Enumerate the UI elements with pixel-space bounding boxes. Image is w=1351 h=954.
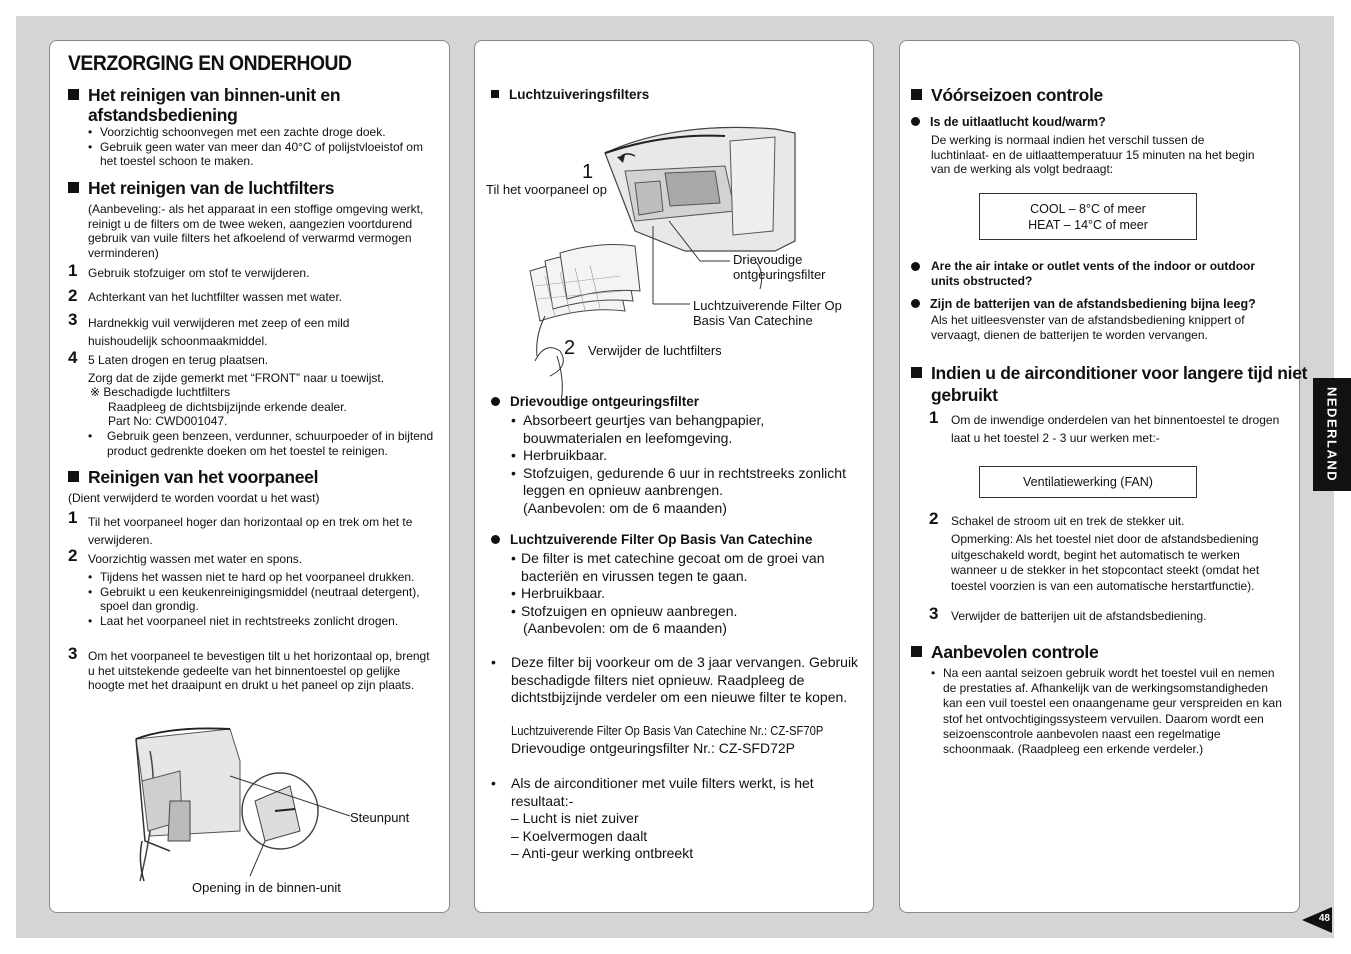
section-heading-unit: Het reinigen van binnen-unit en afstandsbediening bbox=[68, 85, 458, 125]
panel-step-2: Voorzichtig wassen met water en spons. bbox=[88, 552, 303, 566]
long-term-step-1: Om de inwendige onderdelen van het binnentoestel te drogen laat u het toestel 2 - 3 uur werken met:- bbox=[951, 413, 1280, 445]
square-bullet-icon bbox=[911, 89, 922, 100]
panel-left: VERZORGING EN ONDERHOUD Het reinigen van binnen-unit en afstandsbediening • Voorzichtig schoonvegen met een zachte droge doek. • Gebruik geen water van meer dan 40°C of polijstvloeistof om het toestel schoon te maken. Het reinigen van de luchtfilters (Aanbeveling:- als het apparaat in een stoffige omgeving werkt, reinigt u de filters om de twee weken, aangezien voortdurend gebruik van vuile filters het afkoelend of verwarmd vermogen verminderen) 1 Gebruik stofzuiger om stof te verwijderen. 2 Achterkant van het luchtfilter wassen met water. 3 Hardnekkig vuil verwijderen met zeep of een mild huishoudelijk schoonmaakmiddel. 4 5 Laten drogen en terug plaatsen. Zorg dat de zijde gemerkt met “FRONT” naar u toewijst. ※ Beschadigde luchtfilters Raadpleeg de dichtsbijzijnde erkende dealer. Part No: CWD001047. • Gebruik geen benzeen, verdunner, schuurpoeder of in bijtend product gedrenkte doeken om het toestel te reinigen. Reinigen van het voorpaneel (Dient verwijderd te worden voordat u het wast) 1 Til het voorpaneel hoger dan horizontaal op en trek om het te verwijderen. 2 Voorzichtig wassen met water en spons. • Tijdens het wassen niet te hard op het voorpaneel drukken. • Gebruikt u een keukenreinigingsmiddel (neutraal detergent), spoel dan grondig. • Laat het voorpaneel niet in rechtstreeks zonlicht drogen. 3 Om het voorpaneel te bevestigen tilt u het horizontaal op, brengt u het uitstekende gedeelte van het binnentoestel op gelijke hoogte met het draaipunt en drukt u het paneel op zijn plaats. Steunpunt Opening in de binnen-unit bbox=[49, 40, 450, 913]
panel-step-1: Til het voorpaneel hoger dan horizontaal op en trek om het te verwijderen. bbox=[88, 515, 413, 547]
panel-right: Vóórseizoen controle Is de uitlaatlucht koud/warm? De werking is normaal indien het verschil tussen de luchtinlaat- en de uitlaattemperatuur 15 minuten na het begin van de werking als volgt bedraagt: COOL – 8°C of meer HEAT – 14°C of meer Are the air intake or outlet vents of the indoor or outdoor units obstructed? Zijn de batterijen van de afstandsbediening bijna leeg? Als het uitleesvenster van de afstandsbediening knippert of vervaagt, dienen de batterijen te worden vervangen. Indien u de airconditioner voor langere tijd niet gebruikt 1 Om de inwendige onderdelen van het binnentoestel te drogen laat u het toestel 2 - 3 uur werken met:- Ventilatiewerking (FAN) 2 Schakel de stroom uit en trek de stekker uit. Opmerking: Als het toestel niet door de afstandsbediening uitgeschakeld wordt, begint het automatisch te werken wanneer u de stekker in het stopcontact steekt (omdat het toestel voorzien is van een automatische herstartfunctie). 3 Verwijder de batterijen uit de afstandsbediening. Aanbevolen controle • Na een aantal seizoen gebruik wordt het toestel vuil en nemen de prestaties af. Afhankelijk van de werkingsomstandigheden kan een vuil toestel een onaangename geur verspreiden en kan stof het ontvochtigingssysteem vervuilen. Daarom wordt een seizoenscontrole aanbevolen naast een regelmatige schoonmaak. (Raadpleeg een erkende verdeler.) bbox=[899, 40, 1300, 913]
section-heading-filters: Het reinigen van de luchtfilters bbox=[68, 178, 334, 198]
filter-step-4: 5 Laten drogen en terug plaatsen. bbox=[88, 353, 269, 367]
catechine-filter-bullets: • De filter is met catechine gecoat om de groei van bacteriën en virussen tegen te gaan. • Herbruikbaar. • Stofzuigen en opnieuw aanbregen. (Aanbevolen: om de 6 maanden) bbox=[511, 550, 871, 638]
filter-step-2: Achterkant van het luchtfilter wassen met water. bbox=[88, 290, 343, 304]
square-bullet-icon bbox=[491, 90, 499, 98]
label-support-point: Steunpunt bbox=[350, 810, 410, 825]
page-number: 48 bbox=[1318, 913, 1330, 924]
panel-step-3: Om het voorpaneel te bevestigen tilt u het horizontaal op, brengt u het uitstekende gedeelte van het binnentoestel op gelijke hoogte met het draaipunt en drukt u het paneel op zijn plaats. bbox=[88, 649, 430, 692]
label-opening: Opening in de binnen-unit bbox=[192, 880, 341, 895]
triple-filter-heading: Drievoudige ontgeuringsfilter bbox=[491, 394, 699, 409]
damaged-note: ※ Beschadigde luchtfilters bbox=[90, 385, 231, 399]
section-heading-long-term: Indien u de airconditioner voor langere tijd niet gebruikt bbox=[911, 362, 1311, 406]
recommended-text: • Na een aantal seizoen gebruik wordt het toestel vuil en nemen de prestaties af. Afhankelijk van de werkingsomstandigheden kan een vuil toestel een onaangename geur verspreiden en kan stof het ontvochtigingssysteem vervuilen. Daarom wordt een seizoenscontrole aanbevolen naast een regelmatige schoonmaak. (Raadpleeg een erkende verdeler.) bbox=[931, 666, 1283, 757]
replace-note: • Deze filter bij voorkeur om de 3 jaar vervangen. Gebruik beschadigde filters niet opnieuw. Raadpleeg de dichtstbijzijnde verdeler om een nieuwe filter te kopen. bbox=[491, 654, 859, 705]
section-heading-preseason: Vóórseizoen controle bbox=[911, 85, 1103, 105]
panel-middle: Luchtzuiveringsfilters 1 Til het voorpaneel op Drievoudige ontgeuringsfilter Luchtzuiverende Filter Op Basis Van Catechine 2 Verwijder de luchtfilters Drievoudige ontgeuringsfilter • Absorbeert geurtjes van behangpapier, bouwmaterialen en leefomgeving. • Herbruikbaar. • Stofzuigen, gedurende 6 uur in rechtstreeks zonlicht leggen en opnieuw aanbrengen. (Aanbevolen: om de 6 maanden) Luchtzuiverende Filter Op Basis Van Catechine • De filter is met catechine gecoat om de groei van bacteriën en virussen tegen te gaan. • Herbruikbaar. • Stofzuigen en opnieuw aanbregen. (Aanbevolen: om de 6 maanden) • Deze filter bij voorkeur om de 3 jaar vervangen. Gebruik beschadigde filters niet opnieuw. Raadpleeg de dichtstbijzijnde verdeler om een nieuwe filter te kopen. Luchtzuiverende Filter Op Basis Van Catechine Nr.: CZ-SF70P Drievoudige ontgeuringsfilter Nr.: CZ-SFD72P • Als de airconditioner met vuile filters werkt, is het resultaat:- – Lucht is niet zuiver – Koelvermogen daalt – Anti-geur werking ontbreekt bbox=[474, 40, 874, 913]
part-number: Part No: CWD001047. bbox=[108, 414, 228, 428]
dirty-filter-note: • Als de airconditioner met vuile filters werkt, is het resultaat:- – Lucht is niet zuiver – Koelvermogen daalt – Anti-geur werking ontbreekt bbox=[491, 775, 814, 861]
s1-bullets: • Voorzichtig schoonvegen met een zachte droge doek. • Gebruik geen water van meer dan 40°C of polijstvloeistof om het toestel schoon te maken. bbox=[88, 125, 438, 169]
long-term-step-3: Verwijder de batterijen uit de afstandsbediening. bbox=[951, 609, 1207, 623]
no-benzene-note: • Gebruik geen benzeen, verdunner, schuurpoeder of in bijtend product gedrenkte doeken om het toestel te reinigen. bbox=[88, 429, 457, 458]
filter-step-3: Hardnekkig vuil verwijderen met zeep of een mild huishoudelijk schoonmaakmiddel. bbox=[88, 316, 350, 348]
question-exhaust-air: Is de uitlaatlucht koud/warm? bbox=[911, 115, 1106, 129]
question-vents: Are the air intake or outlet vents of the indoor or outdoor units obstructed? bbox=[911, 259, 1271, 288]
fan-mode-box: Ventilatiewerking (FAN) bbox=[979, 466, 1197, 498]
label-lift-panel: Til het voorpaneel op bbox=[486, 182, 607, 197]
long-term-step-2-note: Opmerking: Als het toestel niet door de afstandsbediening uitgeschakeld wordt, begint het automatisch te werken wanneer u de stekker in het stopcontact steekt (omdat het toestel voorzien is van een automatische herstartfunctie). bbox=[951, 532, 1260, 593]
section-heading-purifying-filters: Luchtzuiveringsfilters bbox=[491, 87, 649, 102]
round-bullet-icon bbox=[911, 262, 920, 271]
round-bullet-icon bbox=[911, 117, 920, 126]
filter-step-1: Gebruik stofzuiger om stof te verwijderen. bbox=[88, 266, 310, 280]
filters-intro: (Aanbeveling:- als het apparaat in een stoffige omgeving werkt, reinigt u de filters om de twee weken, aangezien voortdurend gebruik van vuile filters het afkoelend of verwarmd vermogen verminderen) bbox=[88, 202, 424, 260]
section-heading-recommended: Aanbevolen controle bbox=[911, 642, 1098, 662]
round-bullet-icon bbox=[491, 397, 500, 406]
label-catechine-filter: Luchtzuiverende Filter Op Basis Van Catechine bbox=[693, 298, 842, 328]
catechine-filter-heading: Luchtzuiverende Filter Op Basis Van Catechine bbox=[491, 532, 812, 547]
part-number-catechine: Luchtzuiverende Filter Op Basis Van Catechine Nr.: CZ-SF70P bbox=[511, 724, 824, 738]
front-panel-illustration bbox=[50, 41, 451, 914]
long-term-step-2: Schakel de stroom uit en trek de stekker uit. bbox=[951, 514, 1185, 528]
batteries-text: Als het uitleesvenster van de afstandsbediening knippert of vervaagt, dienen de batterijen te worden vervangen. bbox=[931, 313, 1245, 342]
square-bullet-icon bbox=[911, 367, 922, 378]
exhaust-air-text: De werking is normaal indien het verschil tussen de luchtinlaat- en de uitlaattemperatuur 15 minuten na het begin van de werking als volgt bedraagt: bbox=[931, 133, 1255, 176]
page-number-badge bbox=[1302, 907, 1332, 933]
temperature-box: COOL – 8°C of meer HEAT – 14°C of meer bbox=[979, 193, 1197, 240]
round-bullet-icon bbox=[911, 299, 920, 308]
language-tab: NEDERLAND bbox=[1313, 378, 1351, 491]
panel-step-2-bullets: • Tijdens het wassen niet te hard op het voorpaneel drukken. • Gebruikt u een keukenreinigingsmiddel (neutraal detergent), spoel dan grondig. • Laat het voorpaneel niet in rechtstreeks zonlicht drogen. bbox=[88, 570, 433, 628]
section-heading-front-panel: Reinigen van het voorpaneel bbox=[68, 467, 318, 487]
front-panel-intro: (Dient verwijderd te worden voordat u het wast) bbox=[68, 491, 320, 505]
part-number-triple: Drievoudige ontgeuringsfilter Nr.: CZ-SFD72P bbox=[511, 740, 796, 756]
round-bullet-icon bbox=[491, 535, 500, 544]
label-triple-filter: Drievoudige ontgeuringsfilter bbox=[733, 252, 826, 282]
question-batteries: Zijn de batterijen van de afstandsbediening bijna leeg? bbox=[911, 297, 1256, 311]
page-title: VERZORGING EN ONDERHOUD bbox=[68, 52, 352, 75]
front-note: Zorg dat de zijde gemerkt met “FRONT” naar u toewijst. bbox=[88, 371, 385, 385]
triple-filter-bullets: • Absorbeert geurtjes van behangpapier, bouwmaterialen en leefomgeving. • Herbruikbaar. • Stofzuigen, gedurende 6 uur in rechtstreeks zonlicht leggen en opnieuw aanbrengen. (Aanbevolen: om de 6 maanden) bbox=[511, 412, 866, 517]
square-bullet-icon bbox=[911, 646, 922, 657]
label-remove-filters: Verwijder de luchtfilters bbox=[588, 343, 722, 358]
